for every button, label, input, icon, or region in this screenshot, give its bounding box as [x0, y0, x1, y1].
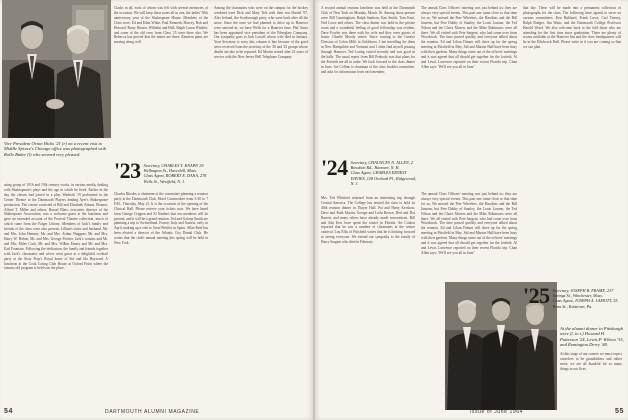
class-number: '24: [321, 155, 348, 180]
column-text: The annual Class Officers' meeting was just behind us; they are always very special events. This past one came close to that time for us. We missed the Pete Wheelers, the Hawkins and the Bill Jansens, but Pete Dabby of Stanley, the Louis Lozano, the Ted Nilson and the Claire Mosers and the Mike Robinsons were all there. We all visited with Pete Sargent, who had come over from Woodstock. The time passed quickly and everyone talked about the reunion. Ed and Lilian Dimon will drive up for the spring meeting in Pittsfield in May. Sid and Marion Hall have been busy with their gardens. Many things come out of the officers' meetings and it was agreed that all should get together for the fortieth. Al and Lewis Lawrence reported on their recent Florida trip. Chan Allen says: 'We'll see you all in June.': [421, 6, 517, 69]
text-column-4: [214, 6, 308, 405]
column-text: The annual Class Officers' meeting was just behind us; they are always very special events. This past one came close to that time for us. We missed the Pete Wheelers, the Hawkins and the Bill Jansens, but Pete Dabby of Stanley, the Louis Lozano, the Ted Nilson and the Claire Mosers and the Mike Robinsons were all there. We all visited with Pete Sargent, who had come over from Woodstock. The time passed quickly and everyone talked about the reunion. Ed and Lilian Dimon will drive up for the spring meeting in Pittsfield in May. Sid and Marion Hall have been busy with their gardens. Many things come out of the officers' meetings and it was agreed that all should get together for the fortieth. Al and Lewis Lawrence reported on their recent Florida trip. Chan Allen says: 'We'll see you all in June.': [421, 192, 517, 255]
text-column-2: [114, 6, 208, 156]
right-footer: [319, 408, 624, 415]
class-agent-line: Class Agent, ROBERT E. DANA, 278 Wells St., Westfield, N. J.: [143, 173, 207, 184]
photo-two-men: [2, 0, 111, 138]
class-officers: [553, 286, 623, 309]
text-column-1: [321, 6, 415, 152]
column-text: Among the classmates who were on the campus for the hockey weekend were Dick and Mary Tole with their son Harold '67, Alex Ireland, the Scarborough party, who were back after all the snow. Since the ones we had planned to drive up to Hanover were snowed in, we have Wells for a Hanover time. Phil Ames has been appointed vice president of the Fiberglass Company. Our sympathy goes to Jack Lowell whose wife died in January. Your Secretary is sorry this column is late because of the good news received from the secretary of the '20 and '23 groups whose deaths are due to be reported. Ed Martin retired after 41 years of service with the New Jersey Bell Telephone Company.: [214, 6, 308, 60]
secretary-line: Secretary, CHAUNCEY N. ALLEN, 2 Bowdoin Rd., Hanover, N. H.: [350, 160, 413, 171]
page-number: 55: [615, 408, 624, 415]
column-text: Charles Rhodes is chairman of the committee planning a reunion party at the Dartmouth Club, Hotel Commodore from 5:30 to 7 P.M., Thursday, May 21. It is the occasion of the opening of the Clinical Hall. Please reserve your tickets now. We have heard from George Crippen and Al Nanbert that our members will be present, and it will be a grand reunion. Ted and Golane Smith are planning a trip to Switzerland, France, Italy and Austria, early in April, making up a visit to Gene Pfeiffer in Spain. Allan Reid has been elected a director of the Atlantic City Dental Club. He writes that the club's annual meeting this spring will be held in New York.: [114, 192, 208, 246]
text-column-3: [114, 192, 208, 405]
secretary-line: Secretary, CHARLES T. KNAPP, 29 Wellington St., Haverhill, Mass.: [143, 163, 204, 174]
text-column-2: [421, 6, 517, 186]
class-heading-1924: [321, 155, 417, 186]
column-text: At this stage of our careers we must expect ourselves to be grandfathers and rather more, we are all thankful for so many things in our lives.: [560, 352, 622, 371]
left-footer: [4, 408, 309, 415]
class-agent-line: Class Agent, JOSEPH A. LAMOTT, 55 Penn St., Kutztown, Pa.: [552, 298, 618, 309]
class-agent-line: Class Agent, CHARLES ERNEST DAVIES, 128 Orchard Pl., Ridgewood, N. J.: [350, 170, 416, 186]
page-number: 54: [4, 408, 13, 415]
text-column-4: [321, 196, 415, 406]
column-text: Clarks in all, each of whom was left with several memories of the occasion. We will keep these notes all in one, the ladies' 50th anniversary year of the Shakespeare House. Members of the Class were: Ed and Edna White, Paul Kenneth, Harvey, Bob and Howard, Rusty Hauser, Wilhelm and Hall, Ralph Caron Winkler, and some of the old crew from Class '15 were there also. We Rebecca has proved that the mines are there. Reunion plans are moving along well.: [114, 6, 208, 45]
text-column-3: [523, 6, 621, 274]
right-page: [315, 0, 628, 420]
text-column-1: [4, 183, 108, 405]
column-text: Mrs. Ted Whitford returned from an interesting trip through Central America. The College has invited the class to hold its 40th reunion dinner in Thayer Hall. Pat and Harry Kershaw, Dave and Ruth Martin, George and Leila Brown, Red and Dot Barrett, and many others have already made reservations. Bill and Ada Kerr have spent the winter in Florida. Art Conlon reported that he saw a number of classmates at the winter carnival. Lou Ellis of Pittsfield writes that he is looking forward to seeing everyone. We extend our sympathy to the family of Harry Sargent who died in February.: [321, 196, 415, 245]
column-text: that day. These will be made into a permanent collection of photographs for the class. The following have agreed to serve on various committees: Ken Hubbard, Frank Lowe, Carl Tenney, Ralph Rodger, Jim Watts, and the Dartmouth College Professor Harold Wood. We also welcome back to the fold those who are attending for the first time since graduation. There are plenty of rooms available at the Hanover Inn and the class headquarters will be in the Hitchcock Hall. Please write in if you are coming so that we can plan.: [523, 6, 621, 50]
class-officers: [144, 161, 210, 184]
photo-caption: Vice President Orton Hicks '21 (r) on a recent visit to Middle Spruce's Chicago office was photographed with Rollo Baker (l) who seemed very pleased.: [4, 141, 107, 157]
class-number: '25: [523, 283, 550, 308]
class-number: '23: [114, 158, 141, 183]
class-heading-1925: [523, 283, 623, 309]
text-column-6: [560, 352, 622, 406]
magazine-title: DARTMOUTH ALUMNI MAGAZINE: [105, 409, 200, 415]
issue-date: Issue of June 1964: [469, 409, 523, 415]
column-text: using group of 1916 and 19th century works, in various media, dealing with Shakespeare's plays and the age in which he lived. Earlier in the day the classes had joined in a play. Warboth '19 performed in the Center Theatre to the Dartmouth Players dealing Ayer's Shakespeare production. The coterie consisted of Bill and Elizabeth Adams, Eleanor, Alfred T. Miller and others. Russel Blais, executive director of the Shakespeare Association, was a welcome guest at the luncheon and gave an extended account of the Festival Theatre collection, much of which came from the Folger Library. Members of Jack's family and friends of the class were also present: Lillian's sister and husband, Mr. and Mrs. John Henney; Mr. and Mrs. Arthur Waggner, Mr. and Mrs. Harry W. Hoben, Mr. and Mrs. George Fischer, Jack's cousins and Mr. and Mrs. Miles Cook, Mr. and Mrs. Wilbur Emery and Mr. and Mrs. Earl Fountain. Following the dedication, the family and friends together with Jack's classmates and wives went guest at a delightful cocktail party at the Sixty Prop's Royal home of Sid and Ida Hayward. A luncheon at the Cook Coting Club House at Oxford Point where the famous old program is held was the place.: [4, 183, 108, 271]
secretary-line: Secretary, JOSEPH B. FRAME, 237 Springs St., Winchester, Mass.: [552, 288, 614, 299]
photo-caption: At the alumni dinner in Pittsburgh were (l. to r.) Howard H. Patterson '24, Lewis P. Wilson '35, and Remington Derry '48.: [560, 326, 624, 348]
left-page: [0, 0, 313, 420]
class-heading-1923: [114, 158, 210, 184]
column-text: A second annual reunion luncheon was held at the Dartmouth Club of New York on Monday, March 16. Among those present were Bill Cunningham, Ralph Sanborn, Ken Smith, Tom Kent, Ned Lowe and others. The class dinner was held in the private room and a wonderful feeling of good fellowship was evident. Dave Fowler was there with his wife and they were guests of honor. Charlie Moody writes: Since coming to the Greater Division of Colon Mills in Goldsboro, I am travelling for them in New Hampshire and Vermont and I often find myself passing through Hanover. Ted Loring visited recently and was good in the halls. The usual report from Bill Peabody was that plans for the Fortieth are all in order. We look forward to the class dinner in June. Joe Collins is chairman of the class booklet committee, and asks for information from each member.: [321, 6, 415, 74]
text-column-5: [421, 192, 517, 278]
class-officers: [351, 158, 417, 186]
